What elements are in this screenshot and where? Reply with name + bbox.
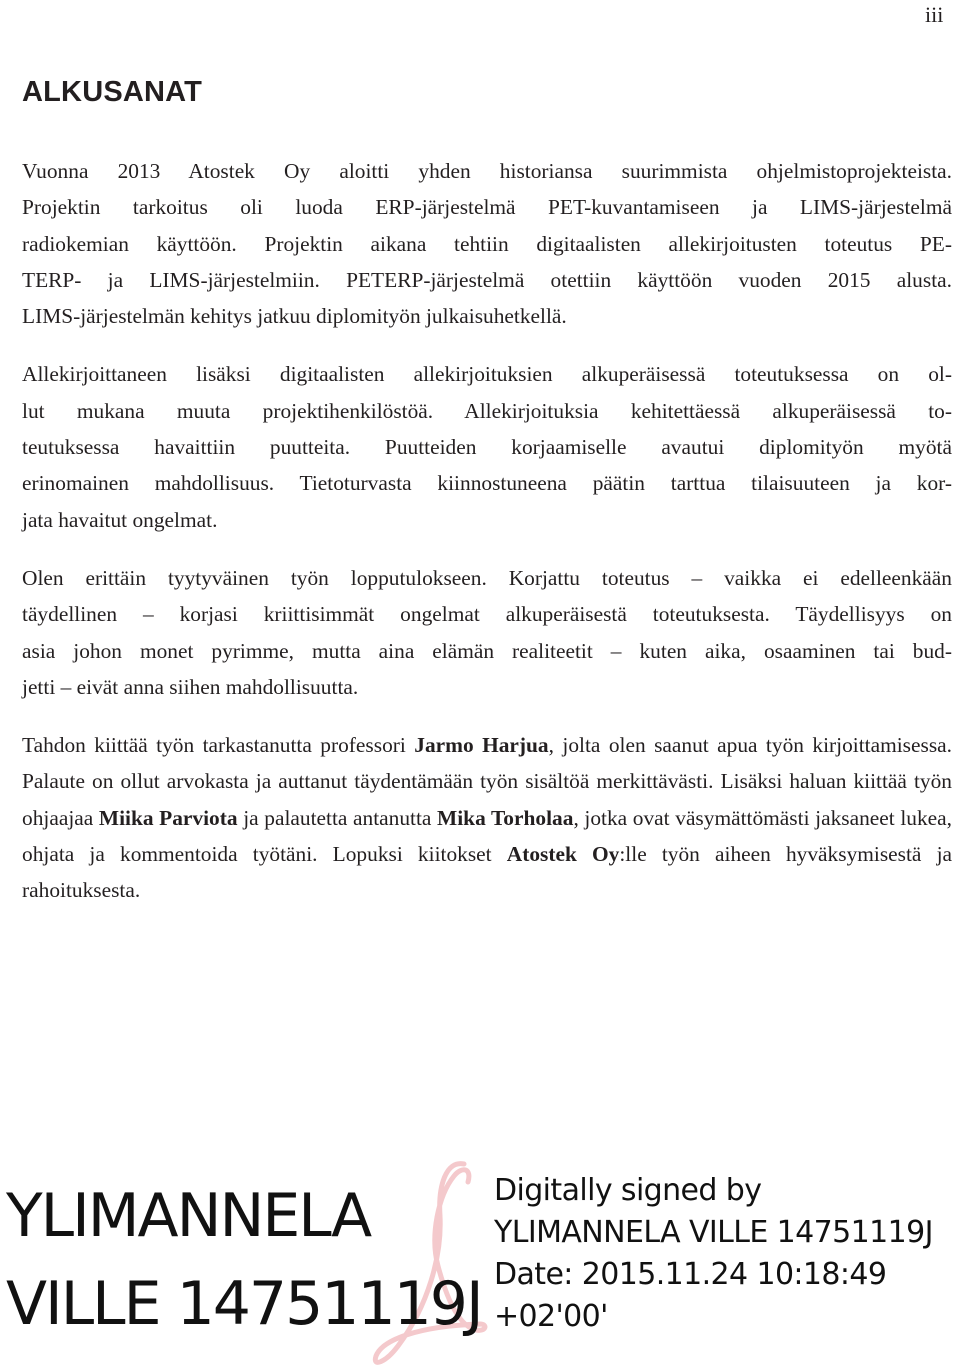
text-line: LIMS-järjestelmän kehitys jatkuu diplomityön julkaisuhetkellä. xyxy=(22,304,567,329)
signature-name xyxy=(6,1172,482,1348)
text-line: TERP- ja LIMS-järjestelmiin. PETERP-järjestelmä otettiin käyttöön vuoden 2015 alusta. xyxy=(22,267,952,292)
signer-name: YLIMANNELA VILLE 14751119J xyxy=(494,1215,933,1250)
signature-details xyxy=(494,1170,933,1338)
bold-name: Atostek Oy xyxy=(506,842,620,867)
text-run: , jolta olen saanut apua työn kirjoittamisessa. Palaute on ollut arvokasta ja auttanut täydentämään työn sisältöä merkittävästi. Lisäksi haluan kiittää työn ohjaajaa xyxy=(22,733,952,830)
text-line: lut mukana muuta projektihenkilöstöä. Allekirjoituksia kehitettäessä alkuperäisessä to- xyxy=(22,398,952,423)
paragraph-2 xyxy=(22,356,952,537)
text-line: radiokemian käyttöön. Projektin aikana tehtiin digitaalisten allekirjoitusten toteutus PE- xyxy=(22,231,952,256)
bold-name: Jarmo Harjua xyxy=(414,733,549,758)
body-text xyxy=(22,153,952,931)
signed-by-label: Digitally signed by xyxy=(494,1173,762,1208)
text-line: Olen erittäin tyytyväinen työn lopputulokseen. Korjattu toteutus – vaikka ei edelleenkään xyxy=(22,565,952,590)
text-line: Projektin tarkoitus oli luoda ERP-järjestelmä PET-kuvantamiseen ja LIMS-järjestelmä xyxy=(22,195,952,220)
bold-name: Miika Parviota xyxy=(98,805,238,830)
signature-name-line: YLIMANNELA xyxy=(6,1181,371,1251)
signature-timezone: +02'00' xyxy=(494,1299,608,1334)
paragraph-3 xyxy=(22,560,952,705)
text-run: Tahdon kiittää työn tarkastanutta professori xyxy=(22,733,415,758)
text-line: Vuonna 2013 Atostek Oy aloitti yhden historiansa suurimmista ohjelmistoprojekteista. xyxy=(22,159,952,183)
paragraph-4 xyxy=(22,727,952,908)
page-heading: ALKUSANAT xyxy=(22,76,203,108)
text-line: erinomainen mahdollisuus. Tietoturvasta kiinnostuneena päätin tarttua tilaisuuteen ja kor- xyxy=(22,471,952,496)
signature-date: Date: 2015.11.24 10:18:49 xyxy=(494,1257,887,1292)
text-line: jata havaitut ongelmat. xyxy=(22,507,218,532)
text-line: teutuksessa havaittiin puutteita. Puutteiden korjaamiselle avautui diplomityön myötä xyxy=(22,435,952,460)
text-line: täydellinen – korjasi kriittisimmät ongelmat alkuperäisestä toteutuksesta. Täydellisyys on xyxy=(22,602,952,627)
signature-name-line: VILLE 14751119J xyxy=(6,1269,482,1339)
page-number: iii xyxy=(925,2,944,27)
text-line: Allekirjoittaneen lisäksi digitaalisten allekirjoituksien alkuperäisessä toteutuksessa on ol- xyxy=(22,362,952,387)
paragraph-1 xyxy=(22,153,952,334)
text-run: , jotka ovat väsymättömästi jaksaneet lukea, ohjata ja kommentoida työtäni. Lopuksi kiitokset xyxy=(22,805,952,867)
bold-name: Mika Torholaa xyxy=(437,805,574,830)
text-run: :lle työn aiheen hyväksymisestä ja rahoituksesta. xyxy=(22,842,953,903)
text-line: jetti – eivät anna siihen mahdollisuutta. xyxy=(22,674,359,699)
text-run: ja palautetta antanutta xyxy=(237,805,438,830)
text-line: asia johon monet pyrimme, mutta aina elämän realiteetit – kuten aika, osaaminen tai bud- xyxy=(22,638,952,663)
